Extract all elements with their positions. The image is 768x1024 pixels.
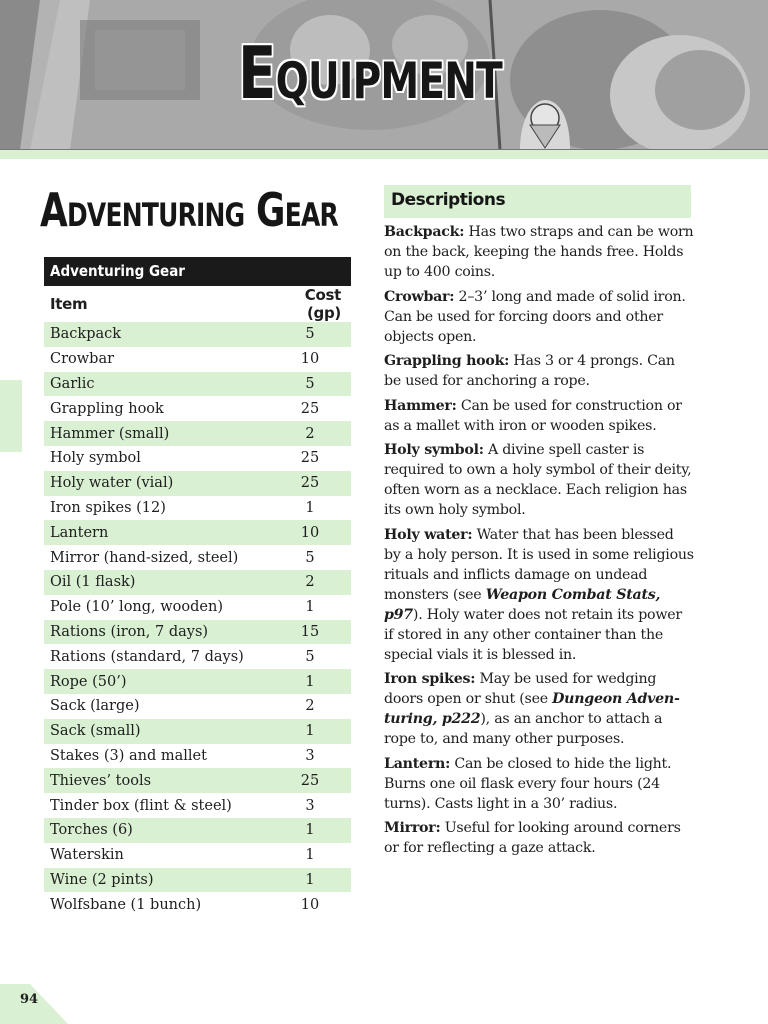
table-row bbox=[44, 570, 351, 595]
item-name: Iron spikes (12) bbox=[44, 496, 269, 521]
item-name: Crowbar bbox=[44, 347, 269, 372]
description-iron-spikes bbox=[384, 669, 694, 749]
table-row bbox=[44, 421, 351, 446]
definition: ), as an anchor to attach a rope to, and many other purposes. bbox=[384, 711, 663, 747]
description-lantern bbox=[384, 754, 694, 814]
table-row bbox=[44, 892, 351, 917]
item-cost: 10 bbox=[269, 347, 351, 372]
definition: Useful for looking around corners or for reflecting a gaze attack. bbox=[384, 820, 681, 856]
table-row bbox=[44, 818, 351, 843]
table-row bbox=[44, 396, 351, 421]
table-row bbox=[44, 446, 351, 471]
definition: Has 3 or 4 prongs. Can be used for anchoring a rope. bbox=[384, 353, 675, 389]
description-grappling-hook bbox=[384, 351, 694, 391]
item-name: Sack (small) bbox=[44, 719, 269, 744]
description-backpack bbox=[384, 222, 694, 282]
item-cost: 25 bbox=[269, 396, 351, 421]
item-name: Lantern bbox=[44, 520, 269, 545]
item-cost: 1 bbox=[269, 868, 351, 893]
table-row bbox=[44, 768, 351, 793]
column-header-item: Item bbox=[44, 285, 269, 322]
item-name: Pole (10’ long, wooden) bbox=[44, 595, 269, 620]
item-name: Rope (50’) bbox=[44, 669, 269, 694]
item-cost: 10 bbox=[269, 520, 351, 545]
definition: Has two straps and can be worn on the back, keeping the hands free. Holds up to 400 coins. bbox=[384, 224, 694, 280]
item-cost: 3 bbox=[269, 744, 351, 769]
item-cost: 5 bbox=[269, 322, 351, 347]
item-cost: 1 bbox=[269, 818, 351, 843]
adventuring-gear-table bbox=[44, 257, 351, 917]
table-row bbox=[44, 322, 351, 347]
item-name: Hammer (small) bbox=[44, 421, 269, 446]
item-cost: 5 bbox=[269, 372, 351, 397]
definition: Water that has been blessed by a holy person. It is used in some religious rituals and inflicts damage on undead monsters (see bbox=[384, 526, 694, 603]
table-row bbox=[44, 520, 351, 545]
item-name: Thieves’ tools bbox=[44, 768, 269, 793]
item-name: Backpack bbox=[44, 322, 269, 347]
table-row bbox=[44, 868, 351, 893]
definition: 2–3’ long and made of solid iron. Can be used for forcing doors and other objects open. bbox=[384, 288, 686, 345]
table-caption-row bbox=[44, 257, 351, 285]
page-number: 94 bbox=[20, 992, 39, 1007]
description-mirror bbox=[384, 818, 694, 858]
table-row bbox=[44, 471, 351, 496]
term: Hammer: bbox=[384, 397, 457, 414]
definition: A divine spell caster is required to own a holy symbol of their deity, often worn as a necklace. Each religion has its own holy symbol. bbox=[384, 442, 692, 518]
item-name: Waterskin bbox=[44, 843, 269, 868]
description-hammer bbox=[384, 396, 694, 436]
item-name: Tinder box (flint & steel) bbox=[44, 793, 269, 818]
item-name: Holy symbol bbox=[44, 446, 269, 471]
table-row bbox=[44, 595, 351, 620]
item-name: Rations (standard, 7 days) bbox=[44, 644, 269, 669]
term: Grappling hook: bbox=[384, 353, 510, 369]
item-cost: 25 bbox=[269, 446, 351, 471]
table-row bbox=[44, 719, 351, 744]
table-row bbox=[44, 669, 351, 694]
term: Holy water: bbox=[384, 526, 473, 543]
item-cost: 1 bbox=[269, 496, 351, 521]
term: Backpack: bbox=[384, 224, 465, 240]
item-cost: 25 bbox=[269, 768, 351, 793]
item-name: Holy water (vial) bbox=[44, 471, 269, 496]
description-holy-water bbox=[384, 525, 694, 665]
term: Iron spikes: bbox=[384, 671, 476, 687]
item-cost: 2 bbox=[269, 421, 351, 446]
term: Lantern: bbox=[384, 755, 451, 772]
item-cost: 10 bbox=[269, 892, 351, 917]
table-row bbox=[44, 744, 351, 769]
section-title: Adventuring Gear bbox=[40, 183, 338, 237]
term: Holy symbol: bbox=[384, 442, 484, 458]
table-row bbox=[44, 620, 351, 645]
table-row bbox=[44, 694, 351, 719]
table-row bbox=[44, 843, 351, 868]
table-row bbox=[44, 372, 351, 397]
item-name: Garlic bbox=[44, 372, 269, 397]
item-name: Wolfsbane (1 bunch) bbox=[44, 892, 269, 917]
definition: May be used for wedging doors open or shut (see bbox=[384, 671, 657, 707]
chapter-title: Equipment bbox=[238, 31, 502, 115]
item-name: Grappling hook bbox=[44, 396, 269, 421]
side-thumb-tab bbox=[0, 380, 22, 452]
item-cost: 2 bbox=[269, 570, 351, 595]
definition: Can be used for construction or as a mallet with iron or wooden spikes. bbox=[384, 397, 682, 434]
table-row bbox=[44, 545, 351, 570]
item-name: Oil (1 flask) bbox=[44, 570, 269, 595]
item-cost: 5 bbox=[269, 545, 351, 570]
column-header-cost: Cost (gp) bbox=[269, 285, 351, 322]
term: Mirror: bbox=[384, 820, 441, 836]
definition: ). Holy water does not retain its power if stored in any other container than the special vials it is blessed in. bbox=[384, 606, 682, 663]
item-name: Rations (iron, 7 days) bbox=[44, 620, 269, 645]
item-cost: 25 bbox=[269, 471, 351, 496]
descriptions-header bbox=[384, 185, 691, 218]
item-cost: 5 bbox=[269, 644, 351, 669]
item-name: Torches (6) bbox=[44, 818, 269, 843]
table-row bbox=[44, 793, 351, 818]
item-cost: 1 bbox=[269, 719, 351, 744]
item-name: Stakes (3) and mallet bbox=[44, 744, 269, 769]
item-cost: 1 bbox=[269, 669, 351, 694]
cross-reference: Dungeon Adventuring, p222 bbox=[384, 691, 680, 727]
table-row bbox=[44, 496, 351, 521]
term: Crowbar: bbox=[384, 288, 455, 305]
descriptions-body bbox=[384, 222, 694, 863]
cross-reference: Weapon Combat Stats, p97 bbox=[384, 586, 661, 623]
table-row bbox=[44, 644, 351, 669]
item-cost: 2 bbox=[269, 694, 351, 719]
item-name: Wine (2 pints) bbox=[44, 868, 269, 893]
item-name: Mirror (hand-sized, steel) bbox=[44, 545, 269, 570]
item-cost: 3 bbox=[269, 793, 351, 818]
definition: Can be closed to hide the light. Burns one oil flask every four hours (24 turns). Casts light in a 30’ radius. bbox=[384, 755, 672, 812]
table-header-row bbox=[44, 285, 351, 322]
table-caption: Adventuring Gear bbox=[44, 257, 351, 285]
descriptions-title: Descriptions bbox=[391, 190, 506, 210]
item-cost: 15 bbox=[269, 620, 351, 645]
description-crowbar bbox=[384, 287, 694, 347]
item-cost: 1 bbox=[269, 843, 351, 868]
item-name: Sack (large) bbox=[44, 694, 269, 719]
table-row bbox=[44, 347, 351, 372]
description-holy-symbol bbox=[384, 440, 694, 520]
item-cost: 1 bbox=[269, 595, 351, 620]
banner-accent-strip bbox=[0, 150, 768, 159]
